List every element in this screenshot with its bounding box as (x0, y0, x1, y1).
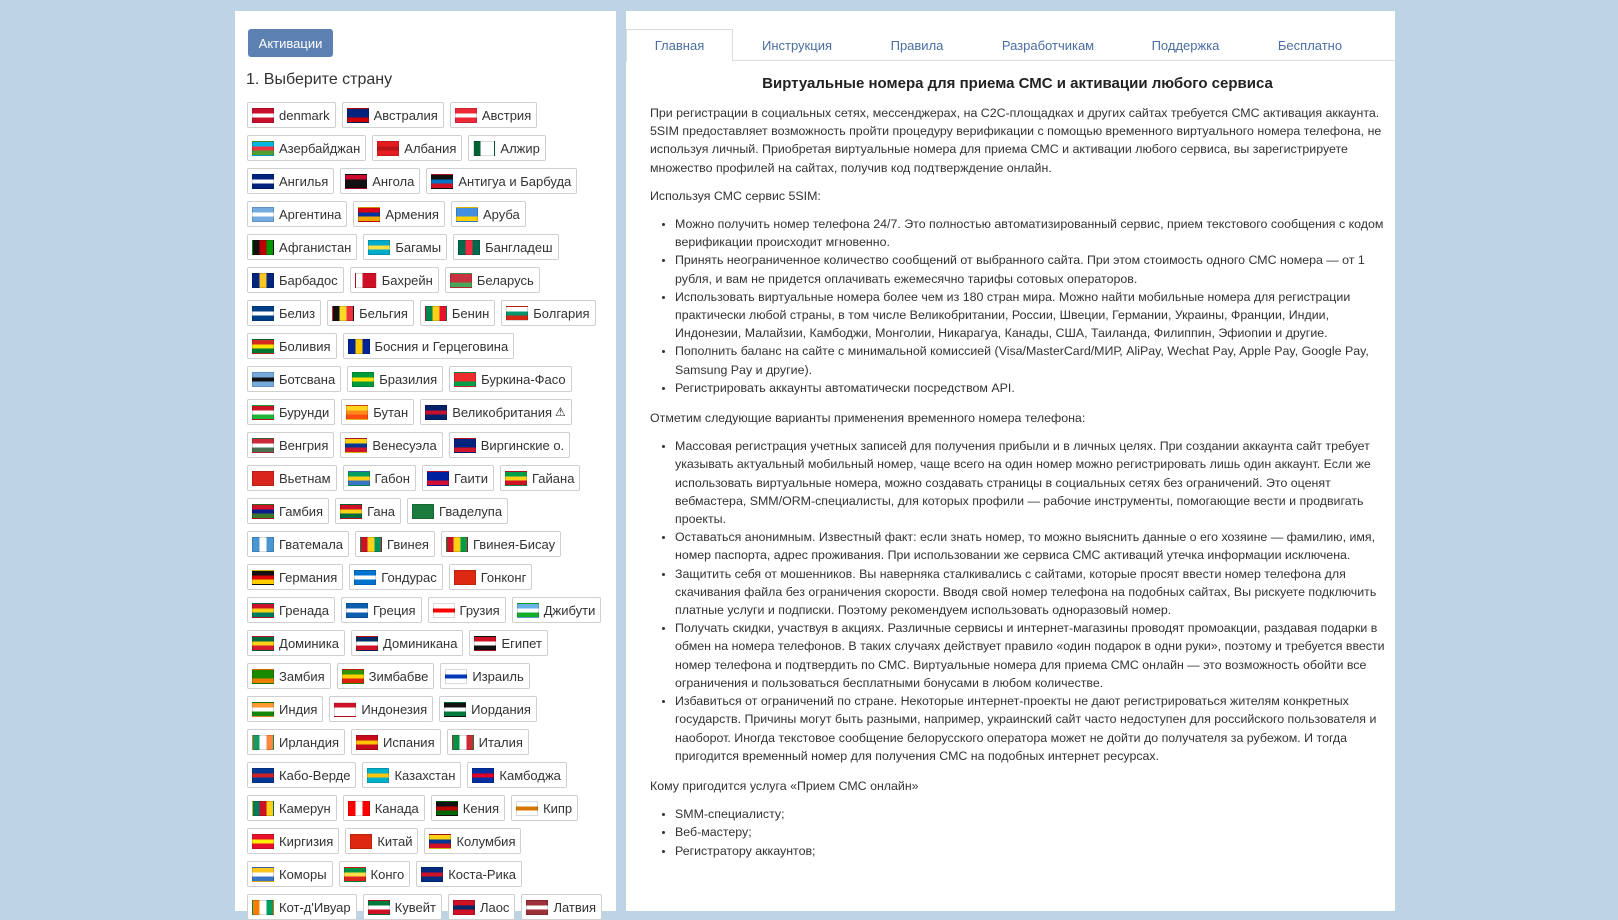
country-item[interactable] (449, 564, 533, 590)
country-item[interactable] (424, 828, 521, 854)
country-item[interactable] (340, 168, 420, 194)
flag-icon (252, 900, 274, 915)
country-name: Замбия (279, 668, 325, 684)
flag-icon (332, 306, 354, 321)
flag-icon (252, 174, 274, 189)
tab-3[interactable]: Разработчикам (1001, 37, 1095, 53)
country-name: Италия (478, 734, 523, 750)
flag-icon (252, 273, 274, 288)
flag-icon (425, 306, 447, 321)
country-item[interactable] (451, 201, 526, 227)
list-item: • Использовать виртуальные номера более чем из 180 стран мира. Можно найти мобильные номера для регистрации практически любой страны, в том числе Великобритании, России, Швеции, Германии, Украины, Франции, Индии, Индонезии, Малайзии, Камбоджи, Монголии, Никарагуа, Канады, США, Таиланда, Филиппин, Эфиопии и другие. (675, 288, 1385, 343)
country-name: Иордания (471, 701, 531, 717)
flag-icon (358, 207, 380, 222)
country-name: Габон (374, 470, 410, 486)
flag-icon (472, 768, 494, 783)
country-item[interactable] (340, 432, 442, 458)
country-name: Индонезия (361, 701, 428, 717)
country-name: Армения (385, 206, 439, 222)
flag-icon (252, 801, 274, 816)
flag-icon (252, 735, 274, 750)
flag-icon (252, 306, 274, 321)
list-item: • SMM-специалисту; (675, 805, 1385, 823)
country-item[interactable] (343, 795, 425, 821)
flag-icon (252, 834, 274, 849)
country-item[interactable] (449, 366, 572, 392)
country-item[interactable] (372, 135, 462, 161)
flag-icon (252, 504, 274, 519)
country-item[interactable] (247, 894, 357, 920)
who-list (650, 805, 1385, 860)
country-item[interactable] (247, 597, 335, 623)
country-name: Ирландия (279, 734, 340, 750)
country-item[interactable] (247, 333, 337, 359)
flag-icon (354, 570, 376, 585)
flag-icon (346, 603, 368, 618)
flag-icon (348, 339, 370, 354)
country-item[interactable] (339, 861, 411, 887)
list-item: • Регистрировать аккаунты автоматически посредством API. (675, 379, 1385, 397)
country-name: Киргизия (279, 833, 334, 849)
country-name: Боливия (279, 338, 331, 354)
country-item[interactable] (363, 234, 447, 260)
country-item[interactable] (247, 795, 337, 821)
country-name: Ангола (372, 173, 415, 189)
country-name: Албания (404, 140, 457, 156)
using-list (650, 215, 1385, 397)
country-name: Кот-д'Ивуар (279, 899, 351, 915)
country-item[interactable] (407, 498, 508, 524)
country-item[interactable] (327, 300, 414, 326)
country-item[interactable] (445, 267, 540, 293)
country-name: Камерун (279, 800, 331, 816)
flag-icon (356, 735, 378, 750)
country-name: Кабо-Верде (279, 767, 351, 783)
list-item: • Оставаться анонимным. Известный факт: если знать номер, то можно выяснить данные о его хозяине — фамилию, имя, номер паспорта, адрес проживания. При использовании же сервиса СМС активаций утечка информации исключена. (675, 528, 1385, 564)
country-name: Зимбабве (368, 668, 429, 684)
flag-icon (367, 768, 389, 783)
country-name: Гватемала (279, 536, 344, 552)
flag-icon (453, 900, 475, 915)
country-name: Доминика (279, 635, 340, 651)
country-name: Беларусь (476, 272, 534, 288)
flag-icon (252, 339, 274, 354)
flag-icon (334, 702, 356, 717)
tab-1[interactable]: Инструкция (762, 37, 832, 53)
country-name: Гамбия (279, 503, 324, 519)
country-name: Израиль (472, 668, 524, 684)
country-item[interactable] (247, 102, 336, 128)
country-name: Аргентина (279, 206, 342, 222)
tab-0[interactable]: Главная (626, 29, 733, 62)
country-item[interactable] (431, 795, 505, 821)
country-name: Казахстан (394, 767, 456, 783)
flag-icon (458, 240, 480, 255)
country-item[interactable] (247, 828, 339, 854)
country-name: Виргинские о. (480, 437, 565, 453)
flag-icon (454, 372, 476, 387)
country-item[interactable] (247, 861, 333, 887)
country-name: Гвинея (387, 536, 429, 552)
country-item[interactable] (468, 135, 545, 161)
country-item[interactable] (422, 465, 494, 491)
country-item[interactable] (247, 729, 345, 755)
country-name: Бразилия (379, 371, 438, 387)
country-name: Австралия (373, 107, 438, 123)
list-item: • Избавиться от ограничений по стране. Некоторые интернет-проекты не дают регистрироваться жителям конкретных государств. Причины могут быть разными, например, украинский сайт часто недоступен для российского пользователя и наоборот. Иногда текстовое сообщение белорусского оператора может не дойти до получателя за рубежом. И тогда пригодится временный номер для получения СМС на подобных интернет ресурсах. (675, 692, 1385, 765)
country-item[interactable] (247, 168, 334, 194)
who-label: Кому пригодится услуга «Прием СМС онлайн» (650, 778, 919, 793)
flag-icon (346, 405, 368, 420)
country-item[interactable] (353, 201, 445, 227)
country-item[interactable] (337, 663, 435, 689)
country-name: Гаити (453, 470, 488, 486)
country-panel (235, 11, 616, 915)
flag-icon (252, 768, 274, 783)
list-item: • Можно получить номер телефона 24/7. Это полностью автоматизированный сервис, прием текстового сообщения с кодом верификации происходит мгновенно. (675, 215, 1385, 251)
country-name: Индия (279, 701, 318, 717)
country-item[interactable] (448, 894, 516, 920)
country-name: Вьетнам (279, 470, 331, 486)
country-name: Конго (370, 866, 405, 882)
country-name: Афганистан (279, 239, 352, 255)
flag-icon (345, 438, 367, 453)
flag-icon (444, 702, 466, 717)
country-name: Гваделупа (439, 503, 503, 519)
list-item: • Получать скидки, участвуя в акциях. Различные сервисы и интернет-магазины проводят промоакции, раздавая подарки в обмен на номера телефонов. В таких случаях действует правило «один подарок в одни руки», поэтому и требуется ввести номер телефона и подтвердить по СМС. Виртуальные номера для приема СМС онлайн — это возможность обойти все ограничения и пользоваться бесплатными бонусами в любом количестве. (675, 619, 1385, 692)
country-item[interactable] (420, 399, 572, 425)
country-name: Багамы (395, 239, 442, 255)
country-name: Бенин (451, 305, 490, 321)
country-name: Гонконг (480, 569, 527, 585)
flag-icon (252, 570, 274, 585)
flag-icon (252, 669, 274, 684)
country-name: Бахрейн (381, 272, 433, 288)
country-item[interactable] (247, 465, 337, 491)
country-item[interactable] (351, 630, 463, 656)
country-name: Антигуа и Барбуда (458, 173, 572, 189)
flag-icon (377, 141, 399, 156)
flag-icon (252, 240, 274, 255)
country-name: Гайана (531, 470, 575, 486)
list-item: • Веб-мастеру; (675, 823, 1385, 841)
country-name: Болгария (533, 305, 590, 321)
country-name: Колумбия (456, 833, 516, 849)
flag-icon (455, 108, 477, 123)
country-name: Египет (501, 635, 542, 651)
country-item[interactable] (439, 696, 537, 722)
flag-icon (425, 405, 447, 420)
country-item[interactable] (341, 597, 422, 623)
country-name: Лаос (479, 899, 510, 915)
country-item[interactable] (247, 564, 343, 590)
country-item[interactable] (247, 531, 349, 557)
flag-icon (456, 207, 478, 222)
flag-icon (454, 570, 476, 585)
country-name: Канада (374, 800, 419, 816)
country-item[interactable] (247, 696, 323, 722)
country-name: Латвия (553, 899, 597, 915)
country-item[interactable] (247, 267, 344, 293)
flag-icon (427, 471, 449, 486)
country-item[interactable] (335, 498, 401, 524)
country-name: Ангилья (279, 173, 329, 189)
country-item[interactable] (345, 828, 418, 854)
country-item[interactable] (511, 795, 578, 821)
country-name: Буркина-Фасо (481, 371, 566, 387)
country-item[interactable] (447, 729, 529, 755)
country-name: Грузия (459, 602, 500, 618)
country-name: Венесуэла (372, 437, 437, 453)
country-item[interactable] (350, 267, 439, 293)
flag-icon (433, 603, 455, 618)
country-name: Греция (373, 602, 416, 618)
country-name: Бурунди (279, 404, 330, 420)
country-item[interactable] (453, 234, 558, 260)
country-item[interactable] (501, 300, 595, 326)
country-name: Гондурас (381, 569, 437, 585)
country-name: Босния и Герцеговина (374, 338, 509, 354)
flag-icon (421, 867, 443, 882)
country-name: Камбоджа (499, 767, 561, 783)
country-item[interactable] (521, 894, 602, 920)
country-list (247, 102, 612, 920)
list-item: • Принять неограниченное количество сообщений от выбранного сайта. При этом стоимость одного СМС номера — от 1 рубля, и вам не придется оплачивать ежемесячно тарифы сотовых операторов. (675, 251, 1385, 287)
country-item[interactable] (247, 135, 366, 161)
country-item[interactable] (342, 102, 444, 128)
main-content-panel (626, 11, 1395, 911)
country-name: Доминикана (383, 635, 458, 651)
country-item[interactable] (247, 366, 341, 392)
country-item[interactable] (347, 366, 443, 392)
country-item[interactable] (467, 762, 567, 788)
country-name: Кипр (543, 800, 573, 816)
country-item[interactable] (247, 300, 321, 326)
country-name: Китай (377, 833, 413, 849)
country-name: Алжир (500, 140, 540, 156)
flag-icon (454, 438, 476, 453)
country-name: Кения (462, 800, 500, 816)
country-item[interactable] (247, 201, 347, 227)
country-item[interactable] (247, 399, 335, 425)
flag-icon (474, 636, 496, 651)
flag-icon (450, 273, 472, 288)
flag-icon (347, 108, 369, 123)
country-name: Гвинея-Бисау (472, 536, 556, 552)
country-name: Кувейт (394, 899, 436, 915)
using-label: Используя СМС сервис 5SIM: (650, 188, 821, 203)
list-item: • Регистратору аккаунтов; (675, 842, 1385, 860)
flag-icon (517, 603, 539, 618)
country-item[interactable] (247, 234, 357, 260)
article (650, 74, 1385, 872)
variants-list (650, 437, 1385, 765)
flag-icon (252, 108, 274, 123)
flag-icon (355, 273, 377, 288)
flag-icon (412, 504, 434, 519)
flag-icon (252, 207, 274, 222)
country-name: Испания (383, 734, 435, 750)
flag-icon (446, 537, 468, 552)
country-name: Ботсвана (279, 371, 336, 387)
activations-button[interactable]: Активации (248, 29, 333, 57)
country-item[interactable] (449, 432, 570, 458)
country-name: Бутан (373, 404, 409, 420)
country-item[interactable] (428, 597, 506, 623)
flag-icon (360, 537, 382, 552)
country-name: Аруба (482, 206, 520, 222)
country-name: denmark (279, 107, 330, 123)
flag-icon (252, 537, 274, 552)
country-name: Германия (279, 569, 338, 585)
country-item[interactable] (450, 102, 537, 128)
flag-icon (445, 669, 467, 684)
country-item[interactable] (440, 663, 529, 689)
country-item[interactable] (426, 168, 577, 194)
flag-icon (506, 306, 528, 321)
flag-icon (436, 801, 458, 816)
choose-country-title: 1. Выберите страну (246, 71, 393, 88)
flag-icon (252, 141, 274, 156)
country-name: Белиз (279, 305, 316, 321)
country-item[interactable] (247, 432, 334, 458)
country-name: Австрия (481, 107, 532, 123)
country-item[interactable] (329, 696, 433, 722)
flag-icon (252, 867, 274, 882)
tab-2[interactable]: Правила (890, 37, 944, 53)
flag-icon (340, 504, 362, 519)
tab-5[interactable]: Бесплатно (1277, 37, 1343, 53)
variants-label: Отметим следующие варианты применения временного номера телефона: (650, 411, 1086, 426)
flag-icon (344, 867, 366, 882)
flag-icon (356, 636, 378, 651)
flag-icon (350, 834, 372, 849)
country-item[interactable] (247, 630, 345, 656)
warning-icon: ⚠ (555, 405, 566, 419)
country-name: Джибути (543, 602, 596, 618)
tab-4[interactable]: Поддержка (1151, 37, 1220, 53)
country-name: Азербайджан (279, 140, 361, 156)
country-item[interactable] (416, 861, 522, 887)
country-item[interactable] (247, 498, 329, 524)
country-item[interactable] (351, 729, 441, 755)
flag-icon (348, 801, 370, 816)
flag-icon (252, 372, 274, 387)
country-name: Барбадос (279, 272, 338, 288)
country-item[interactable] (363, 894, 442, 920)
country-item[interactable] (247, 762, 356, 788)
flag-icon (368, 240, 390, 255)
country-name: Гренада (279, 602, 329, 618)
country-item[interactable] (343, 465, 416, 491)
country-name: Коста-Рика (448, 866, 517, 882)
country-item[interactable] (355, 531, 435, 557)
flag-icon (429, 834, 451, 849)
country-name: Бельгия (359, 305, 408, 321)
country-item[interactable] (362, 762, 461, 788)
list-item: • Массовая регистрация учетных записей для получения прибыли и в личных целях. При создании аккаунта сайт требует указывать актуальный мобильный номер, чаще всего на один номер можно регистрировать лишь один аккаунт. Если же использовать виртуальные номера, можно создавать страницы в социальных сетях без ограничений. Это оценят вебмастера, SMM/ORM-специалисты, для которых профили — рабочие инструменты, помогающие вести и продвигать проекты. (675, 437, 1385, 528)
country-name: Венгрия (279, 437, 329, 453)
flag-icon (368, 900, 390, 915)
flag-icon (252, 471, 274, 486)
flag-icon (452, 735, 474, 750)
flag-icon (352, 372, 374, 387)
flag-icon (252, 636, 274, 651)
country-item[interactable] (420, 300, 495, 326)
country-item[interactable] (469, 630, 547, 656)
flag-icon (345, 174, 367, 189)
flag-icon (431, 174, 453, 189)
list-item: • Защитить себя от мошенников. Вы наверняка сталкивались с сайтами, которые просят ввести номер телефона для скачивания файла без ограничения скорости. Вводя свой номер телефона на подобных сайтах, Вы рискуете подключить платные услуги и подписки. Поэтому рекомендуем использовать одноразовый номер. (675, 565, 1385, 620)
flag-icon (505, 471, 527, 486)
flag-icon (516, 801, 538, 816)
flag-icon (252, 438, 274, 453)
flag-icon (348, 471, 370, 486)
flag-icon (252, 405, 274, 420)
country-item[interactable] (441, 531, 561, 557)
flag-icon (252, 702, 274, 717)
flag-icon (342, 669, 364, 684)
list-item: • Пополнить баланс на сайте с минимальной комиссией (Visa/MasterCard/МИР, AliPay, Wechat Pay, Apple Pay, Google Pay, Samsung Pay и другие). (675, 342, 1385, 378)
page-title: Виртуальные номера для приема СМС и активации любого сервиса (762, 75, 1273, 92)
country-item[interactable] (349, 564, 442, 590)
country-item[interactable] (512, 597, 602, 623)
intro-paragraph: При регистрации в социальных сетях, мессенджерах, на C2C-площадках и других сайтах требуется СМС активация аккаунта. 5SIM предоставляет возможность пройти процедуру верификации с помощью временного виртуального номера телефона, не используя личный. Приобретая виртуальные номера для приема СМС и активации любого сервиса, вы зарегистрируете множество профилей на сайтах, получив код подтверждение онлайн. (650, 106, 1382, 175)
country-name: Бангладеш (485, 239, 553, 255)
country-item[interactable] (247, 663, 331, 689)
country-name: Гана (367, 503, 396, 519)
flag-icon (473, 141, 495, 156)
country-item[interactable] (343, 333, 515, 359)
country-name: Коморы (279, 866, 327, 882)
country-item[interactable] (500, 465, 580, 491)
flag-icon (526, 900, 548, 915)
flag-icon (252, 603, 274, 618)
country-item[interactable] (341, 399, 414, 425)
country-name: Великобритания (452, 404, 553, 420)
nav-tabs (626, 29, 1395, 61)
